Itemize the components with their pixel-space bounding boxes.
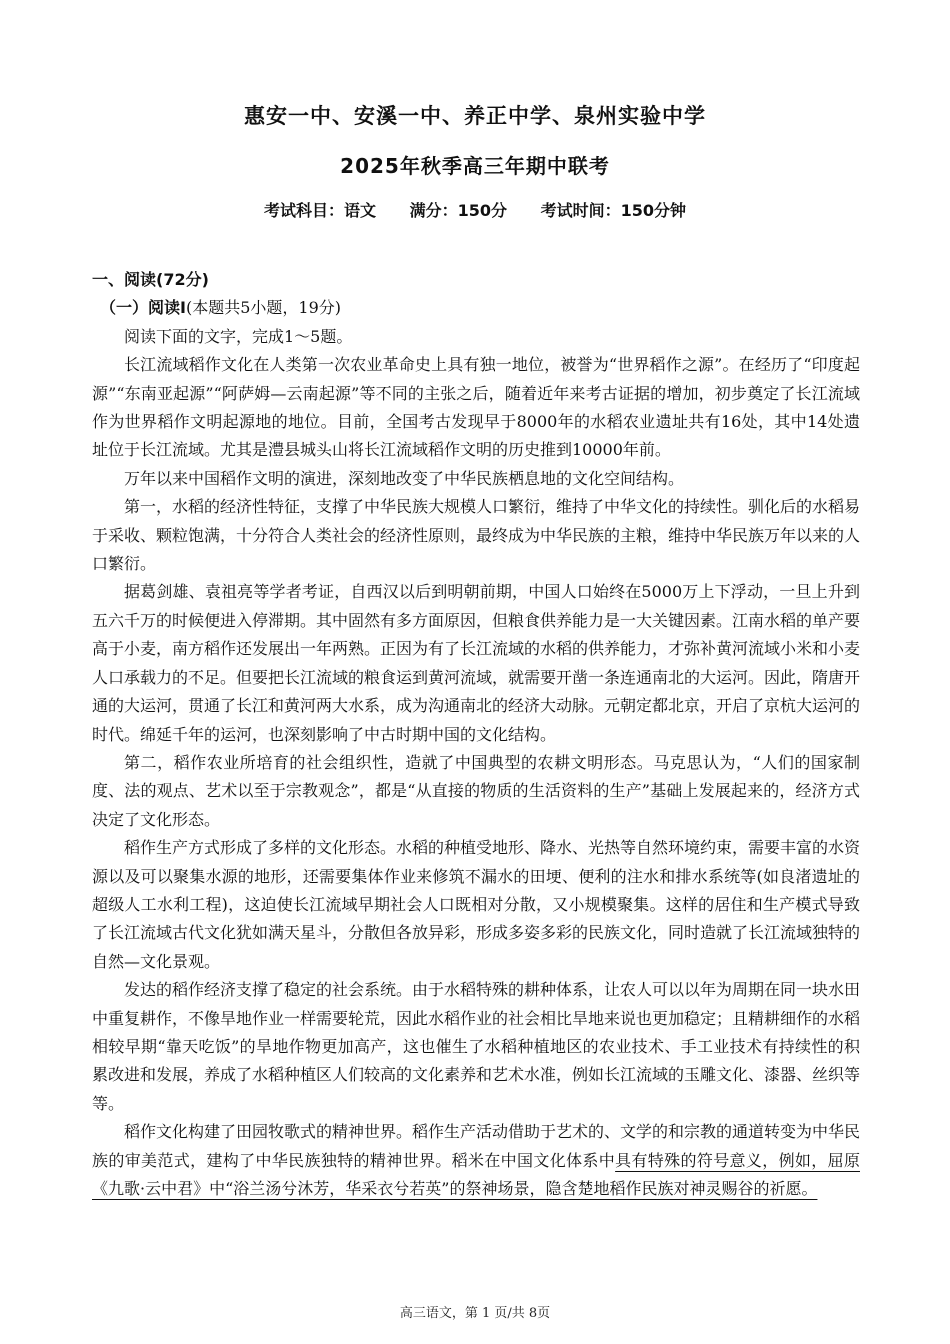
paragraph-2: 万年以来中国稻作文明的演进，深刻地改变了中华民族栖息地的文化空间结构。: [124, 468, 685, 488]
page-footer: 高三语文，第 1 页/共 8页: [399, 1306, 551, 1321]
reading-content: [92, 266, 860, 1203]
section-title: 一、阅读(72分): [92, 270, 209, 289]
paragraph-7: 发达的稻作经济支撑了稳定的社会系统。由于水稻特殊的耕种体系，让农人可以以年为周期在同一块水田中重复耕作，不像旱地作业一样需要轮荒，因此水稻作业的社会相比旱地来说也更加稳定；且精耕细作的水稻相较早期“靠天吃饭”的旱地作物更加高产，这也催生了水稻种植地区的农业技术、手工业技术有持续性的积累改进和发展，养成了水稻种植区人们较高的文化素养和艺术水准，例如长江流域的玉雕文化、漆器、丝织等等。: [92, 980, 861, 1113]
exam-subject: 考试科目：语文: [264, 201, 377, 220]
paragraph-5: 第二，稻作农业所培育的社会组织性，造就了中国典型的农耕文明形态。马克思认为，“人们的国家制度、法的观点、艺术以至于宗教观念”，都是“从直接的物质的生活资料的生产”基础上发展起来的，经济方式决定了文化形态。: [92, 752, 860, 829]
subsection-title: [92, 294, 860, 322]
subsection-note: (本题共5小题，19分): [185, 298, 341, 318]
exam-info: [0, 198, 950, 221]
schools-title: 惠安一中、安溪一中、养正中学、泉州实验中学: [244, 104, 706, 128]
exam-full-score: 满分：150分: [409, 201, 507, 220]
exam-duration: 考试时间：150分钟: [540, 201, 686, 220]
instruction: 阅读下面的文字，完成1～5题。: [124, 326, 353, 346]
paragraph-3: 第一，水稻的经济性特征，支撑了中华民族大规模人口繁衍，维持了中华文化的持续性。驯化后的水稻易于采收、颗粒饱满，十分符合人类社会的经济性原则，最终成为中华民族的主粮，维持中华民族万年以来的人口繁衍。: [92, 497, 861, 574]
paragraph-8-underlined: 具有特殊的符号意义，例如，屈原《九歌·云中君》中“浴兰汤兮沐芳，华采衣兮若英”的祭神场景，隐含楚地稻作民族对神灵赐谷的祈愿。: [92, 1150, 860, 1198]
paragraph-1: 长江流域稻作文化在人类第一次农业革命史上具有独一地位，被誉为“世界稻作之源”。在经历了“印度起源”“东南亚起源”“阿萨姆—云南起源”等不同的主张之后，随着近年来考古证据的增加，初步奠定了长江流域作为世界稻作文明起源地的地位。目前，全国考古发现早于8000年的水稻农业遗址共有16处，其中14处遗址位于长江流域。尤其是澧县城头山将长江流域稻作文明的历史推到10000年前。: [92, 355, 860, 460]
exam-title: 2025年秋季高三年期中联考: [340, 154, 610, 178]
paragraph-6: 稻作生产方式形成了多样的文化形态。水稻的种植受地形、降水、光热等自然环境约束，需要丰富的水资源以及可以聚集水源的地形，还需要集体作业来修筑不漏水的田埂、便利的注水和排水系统等(如良渚遗址的超级人工水利工程)，这迫使长江流域早期社会人口既相对分散，又小规模聚集。这样的居住和生产模式导致了长江流域古代文化犹如满天星斗，分散但各放异彩，形成多姿多彩的民族文化，同时造就了长江流域独特的自然—文化景观。: [92, 838, 861, 971]
subsection-label: （一）阅读Ⅰ: [100, 298, 186, 318]
paragraph-8: [92, 1118, 860, 1203]
paragraph-4: 据葛剑雄、袁祖亮等学者考证，自西汉以后到明朝前期，中国人口始终在5000万上下浮动，一旦上升到五六千万的时候便进入停滞期。其中固然有多方面原因，但粮食供养能力是一大关键因素。江南水稻的单产要高于小麦，南方稻作还发展出一年两熟。正因为有了长江流域的水稻的供养能力，才弥补黄河流域小米和小麦人口承载力的不足。但要把长江流域的粮食运到黄河流域，就需要开凿一条连通南北的大运河。因此，隋唐开通的大运河，贯通了长江和黄河两大水系，成为沟通南北的经济大动脉。元朝定都北京，开启了京杭大运河的时代。绵延千年的运河，也深刻影响了中古时期中国的文化结构。: [92, 582, 861, 744]
paragraph-8-plain: 稻作文化构建了田园牧歌式的精神世界。稻作生产活动借助于艺术的、文学的和宗教的通道转变为中华民族的审美范式，建构了中华民族独特的精神世界。稻米在中国文化体系中: [92, 1122, 861, 1170]
